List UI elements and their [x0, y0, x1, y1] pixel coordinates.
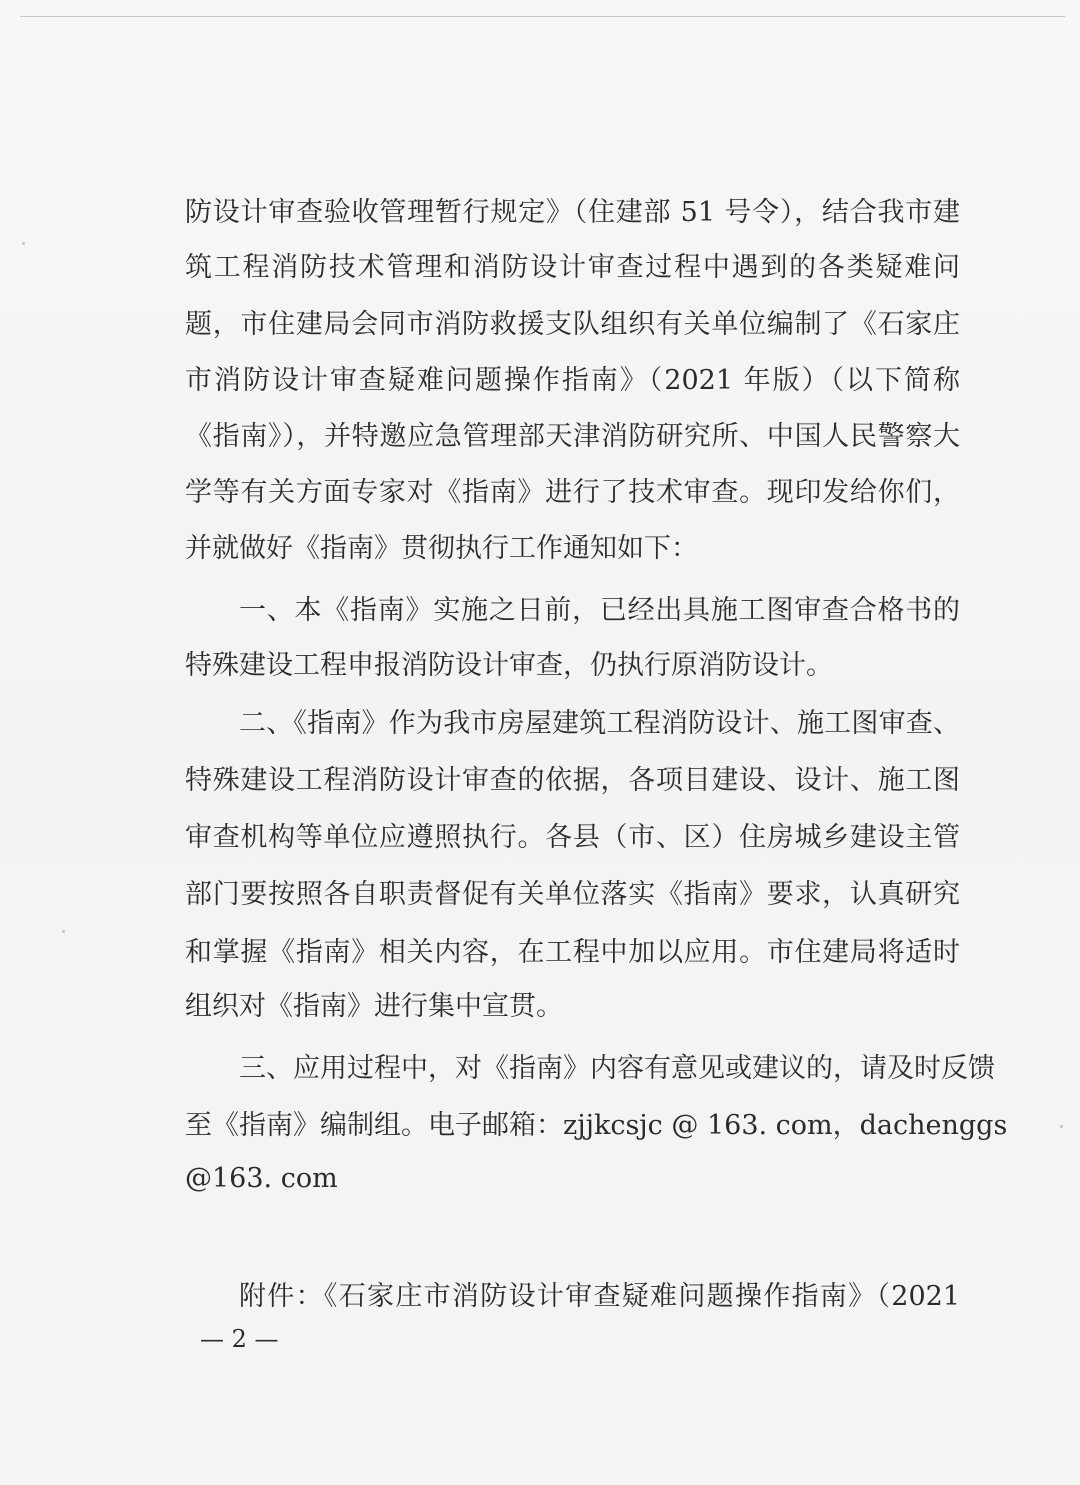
body-line-6: 学等有关方面专家对《指南》进行了技术审查。现印发给你们， [185, 477, 960, 508]
body-line-14: 和掌握《指南》相关内容，在工程中加以应用。市住建局将适时 [185, 937, 960, 968]
body-line-15: 组织对《指南》进行集中宣贯。 [185, 991, 563, 1022]
scan-speck [62, 930, 65, 933]
scan-speck [1060, 1125, 1063, 1128]
top-rule [20, 16, 1065, 17]
scan-speck [22, 242, 25, 245]
body-line-2: 筑工程消防技术管理和消防设计审查过程中遇到的各类疑难问 [185, 252, 960, 283]
body-line-11: 特殊建设工程消防设计审查的依据，各项目建设、设计、施工图 [185, 765, 960, 796]
body-line-10: 二、《指南》作为我市房屋建筑工程消防设计、施工图审查、 [239, 708, 960, 739]
body-line-4: 市消防设计审查疑难问题操作指南》（2021 年版）（以下简称 [185, 365, 960, 396]
body-line-8: 一、本《指南》实施之日前，已经出具施工图审查合格书的 [239, 595, 960, 626]
body-line-18: @163. com [185, 1163, 338, 1194]
body-line-12: 审查机构等单位应遵照执行。各县（市、区）住房城乡建设主管 [185, 822, 960, 853]
body-line-1: 防设计审查验收管理暂行规定》（住建部 51 号令），结合我市建 [185, 197, 960, 228]
body-line-13: 部门要按照各自职责督促有关单位落实《指南》要求，认真研究 [185, 879, 960, 910]
page-number: — 2 — [200, 1325, 279, 1353]
body-line-17: 至《指南》编制组。电子邮箱：zjjkcsjc @ 163. com，dachenggs [185, 1110, 1008, 1141]
attachment-line: 附件：《石家庄市消防设计审查疑难问题操作指南》（2021 [239, 1281, 960, 1312]
body-line-5: 《指南》），并特邀应急管理部天津消防研究所、中国人民警察大 [185, 421, 960, 452]
body-line-9: 特殊建设工程申报消防设计审查，仍执行原消防设计。 [185, 650, 833, 681]
body-line-3: 题，市住建局会同市消防救援支队组织有关单位编制了《石家庄 [185, 309, 960, 340]
body-line-7: 并就做好《指南》贯彻执行工作通知如下： [185, 533, 698, 564]
body-line-16: 三、应用过程中，对《指南》内容有意见或建议的，请及时反馈 [239, 1053, 995, 1084]
